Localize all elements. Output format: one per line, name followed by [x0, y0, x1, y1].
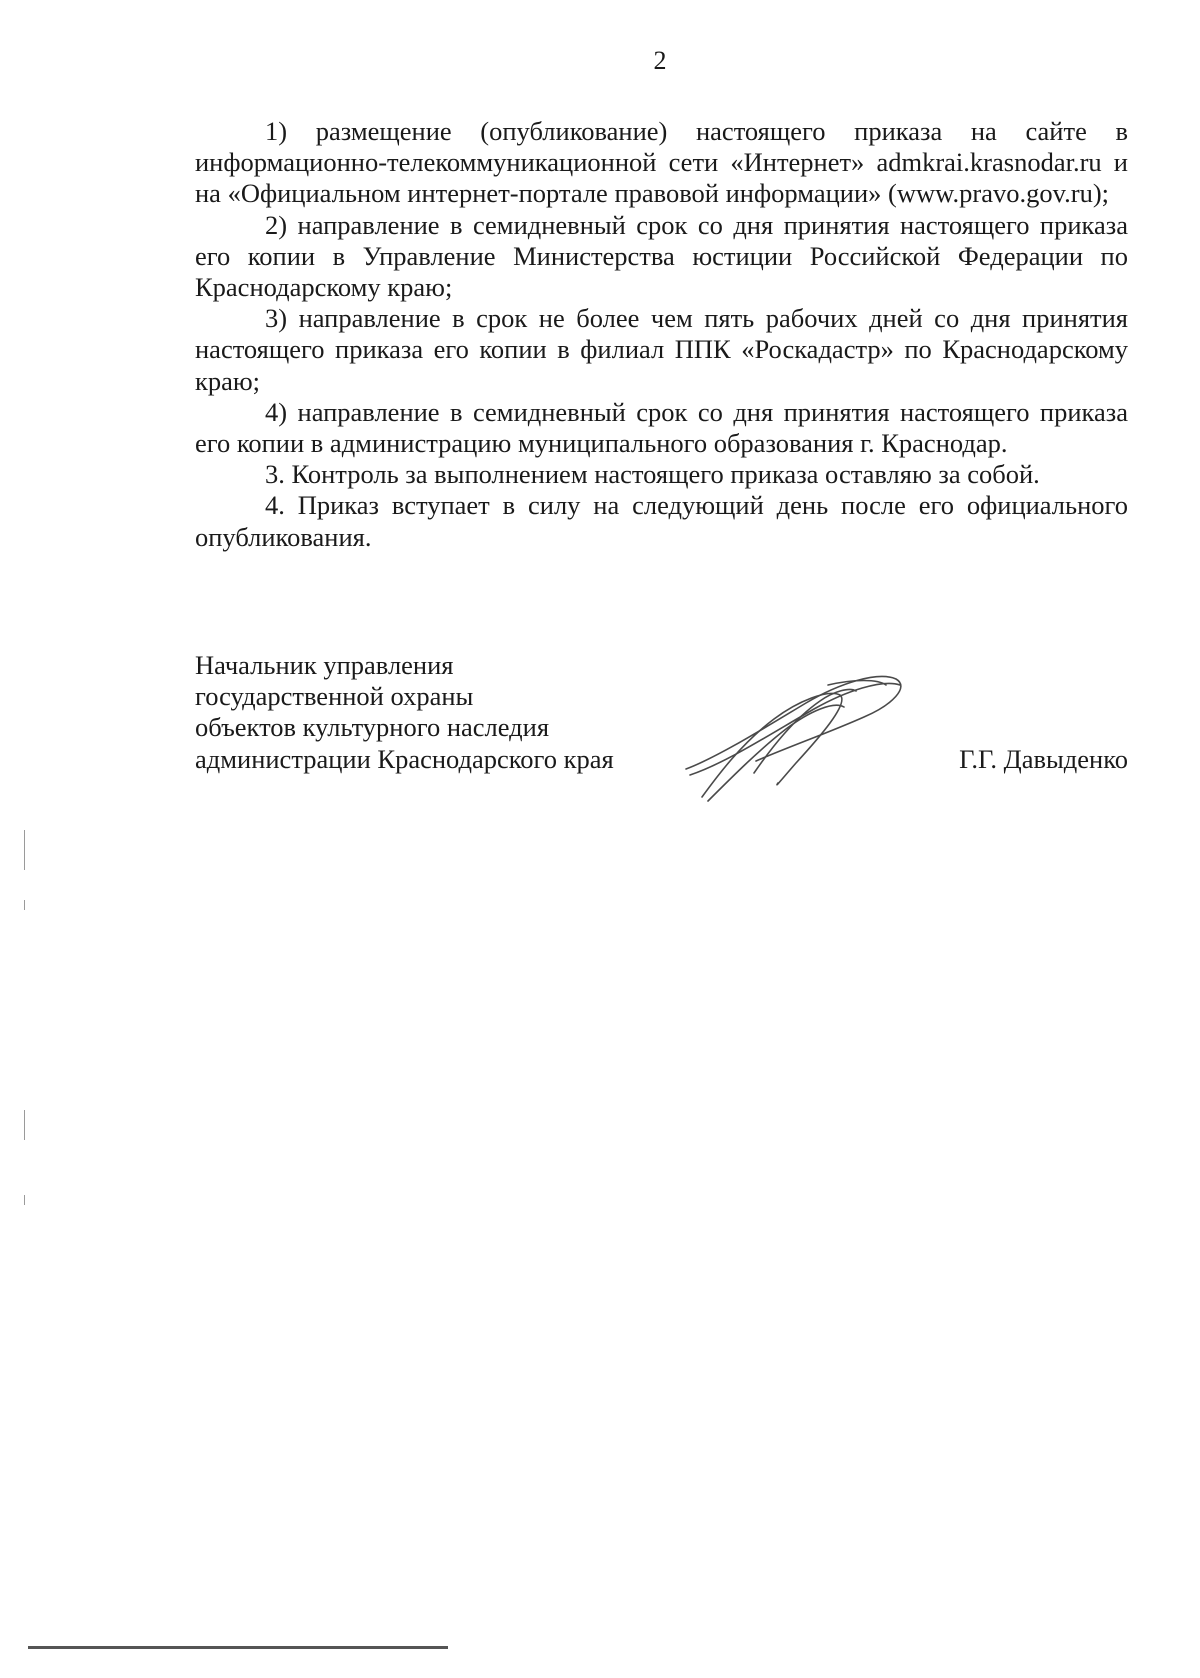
signatory-name: Г.Г. Давыденко: [959, 743, 1128, 774]
paragraph-entry-into-force: 4. Приказ вступает в силу на следующий день после его официального опубликования.: [195, 490, 1128, 552]
position-line: объектов культурного наследия: [195, 712, 550, 743]
signatory-position: [195, 650, 614, 775]
position-line: администрации Краснодарского края: [195, 743, 614, 774]
paragraph-roskadastr: 3) направление в срок не более чем пять рабочих дней со дня принятия настоящего приказа его копии в филиал ППК «Роскадастр» по Краснодарскому краю;: [195, 303, 1128, 396]
paragraph-municipal-administration: 4) направление в семидневный срок со дня принятия настоящего приказа его копии в администрацию муниципального образования г. Краснодар.: [195, 396, 1128, 459]
position-line: Начальник управления: [195, 650, 454, 680]
paragraph-justice-ministry: 2) направление в семидневный срок со дня принятия настоящего приказа его копии в Управление Министерства юстиции Российской Федерации по Краснодарскому краю;: [195, 209, 1128, 303]
position-line: государственной охраны: [195, 681, 474, 712]
paragraph-control: 3. Контроль за выполнением настоящего приказа оставляю за собой.: [265, 459, 1040, 490]
document-body: [195, 116, 1128, 553]
signature-block: [195, 650, 1128, 830]
paragraph-publication: 1) размещение (опубликование) настоящего приказа на сайте в информационно-телекоммуникационной сети «Интернет» admkrai.krasnodar.ru и на «Официальном интернет-портале правовой информации» (www.pravo.gov.ru);: [195, 116, 1128, 209]
handwritten-signature: [678, 665, 918, 805]
footer-rule: [28, 1646, 448, 1649]
page-number: 2: [653, 46, 667, 75]
